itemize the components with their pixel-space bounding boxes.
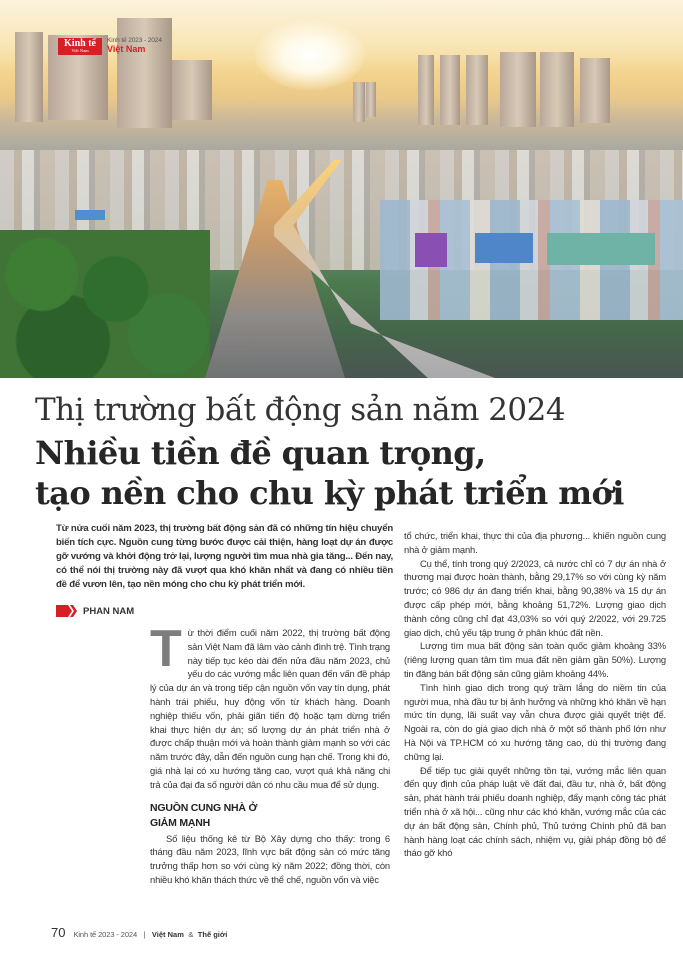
logo-line2: Việt Nam xyxy=(71,48,89,53)
footer-separator: | xyxy=(143,930,146,939)
dropcap: T xyxy=(150,620,182,678)
footer-magazine: Kinh tế 2023 - 2024 xyxy=(73,930,138,939)
page-number: 70 xyxy=(51,925,66,940)
paragraph: Số liệu thống kê từ Bộ Xây dựng cho thấy: trong 6 tháng đầu năm 2023, lĩnh vực bất động sản có mức tăng trưởng thấp hơn so với cùng kỳ năm 2022; đồng thời, còn nhiều khó khăn thách thức về thể chế, nguồn vốn và việc xyxy=(150,832,390,885)
article-lead: Từ nửa cuối năm 2023, thị trường bất động sản đã có những tín hiệu chuyển biến tích cực. Nguồn cung từng bước được cải thiện, hàng loạt dự án được gỡ vướng và khởi động trở lại, lượng người tìm mua nhà gia tăng... Đến nay, có thể nói thị trường này đã vượt qua khó khăn nhất và đang có nhiều tiền đề để vươn lên, tạo nền móng cho chu kỳ phát triển mới. xyxy=(56,523,393,590)
paragraph: tổ chức, triển khai, thực thi của địa phương... khiến nguồn cung nhà ở giảm mạnh. xyxy=(404,530,666,555)
author-name: PHAN NAM xyxy=(83,605,135,617)
tower xyxy=(580,58,610,123)
billboard xyxy=(75,210,105,220)
subhead-line2: GIẢM MẠNH xyxy=(150,816,211,829)
paragraph: Cụ thể, tính trong quý 2/2023, cả nước chỉ có 7 dự án nhà ở thương mại được hoàn thành, bằng 29,17% so với cùng kỳ năm trước; có 986 dự án đang triển khai, bằng 90,38% và 15 dự án được cấp phép mới, bằng khoảng 51,72%. Lượng giao dịch thành công cũng chỉ đạt 43,03% so với quý 2/2022, với 29.725 giao dịch, chủ yếu tập trung ở phân khúc đất nền. xyxy=(404,557,666,638)
footer-section-a: Việt Nam xyxy=(151,930,184,939)
article-headline xyxy=(35,433,655,513)
body-column-right xyxy=(404,529,666,860)
tower xyxy=(500,52,536,127)
footer-ampersand: & xyxy=(188,930,194,939)
edition-label: Kinh tế 2023 - 2024 xyxy=(107,37,162,45)
paragraph: Lượng tìm mua bất động sản toàn quốc giảm khoảng 33% (riêng lượng quan tâm tìm mua đất nền giảm gần 50%). Lượng tin đăng bán bất động sản cũng giảm khoảng 44%. xyxy=(404,640,666,679)
hero-photo xyxy=(0,0,683,378)
publication-logo xyxy=(58,38,102,55)
tower xyxy=(172,60,212,120)
paragraph: Để tiếp tục giải quyết những tồn tại, vướng mắc liên quan đến quy định của pháp luật về đất đai, đầu tư, nhà ở, bất động sản, phát hành trái phiếu doanh nghiệp, đẩy mạnh công tác phát triển nhà ở xã hội... cũng như các khó khăn, vướng mắc của các dự án bất động sản, Chính phủ, Thủ tướng Chính phủ đã ban hành hàng loạt các chính sách, nhiệm vụ, giải pháp đồng bộ để tháo gỡ khó xyxy=(404,764,666,859)
tower xyxy=(366,82,376,117)
headline-line2: tạo nền cho chu kỳ phát triển mới xyxy=(35,474,624,512)
paragraph xyxy=(150,620,390,792)
tower xyxy=(418,55,434,125)
trees xyxy=(0,230,210,378)
section-subheading xyxy=(150,801,390,831)
tower xyxy=(466,55,488,125)
sun-glow xyxy=(255,20,365,90)
footer-section-b: Thế giới xyxy=(197,930,228,939)
billboard xyxy=(415,233,447,267)
tower xyxy=(440,55,460,125)
subhead-line1: NGUỒN CUNG NHÀ Ở xyxy=(150,801,258,814)
page-footer xyxy=(51,924,227,942)
publication-name: Việt Nam xyxy=(107,44,146,55)
billboard xyxy=(475,233,533,263)
tower xyxy=(117,18,172,128)
paragraph-text: ừ thời điểm cuối năm 2022, thị trường bất động sản Việt Nam đã lâm vào cảnh đình trệ. Tình trạng này tiếp tục kéo dài đến nửa đầu năm 2023, chủ yếu do các vướng mắc liên quan đến vấn đề pháp lý của dự án và trong tiếp cận nguồn vốn vay tín dụng, phát hành trái phiếu, huy động vốn từ khách hàng. Doanh nghiệp thiếu vốn, phải giãn tiến độ hoặc tạm dừng triển khai thực hiện dự án; số lượng dự án phát triển nhà ở được chấp thuận mới và hoàn thành giảm mạnh so với các năm trước đây, dẫn đến nguồn cung hạn chế. Trong khi đó, giá nhà lại có xu hướng tăng cao, vượt quá khả năng chi trả của đại đa số người dân có nhu cầu mua để sử dụng. xyxy=(150,627,390,790)
tower xyxy=(353,82,365,122)
paragraph: Tình hình giao dịch trong quý trầm lắng do niềm tin của người mua, nhà đầu tư bị ảnh hưởng và những khó khăn về hạn mức tín dụng, lãi suất vay vẫn chưa được giải quyết triệt để. Ngoài ra, còn do giá giao dịch nhà ở một số thành phố lớn như Hà Nội và TP.HCM có xu hướng tăng cao, dù thị trường đang chững lại. xyxy=(404,681,666,762)
article-kicker: Thị trường bất động sản năm 2024 xyxy=(35,392,566,428)
tower xyxy=(15,32,43,122)
byline xyxy=(56,605,134,617)
headline-line1: Nhiều tiền đề quan trọng, xyxy=(35,434,486,472)
masthead xyxy=(58,38,162,55)
logo-line1: Kinh tế xyxy=(64,38,96,49)
tower xyxy=(540,52,574,127)
billboard xyxy=(547,233,655,265)
body-column-left xyxy=(150,620,390,887)
double-chevron-arrow-icon xyxy=(56,605,78,617)
